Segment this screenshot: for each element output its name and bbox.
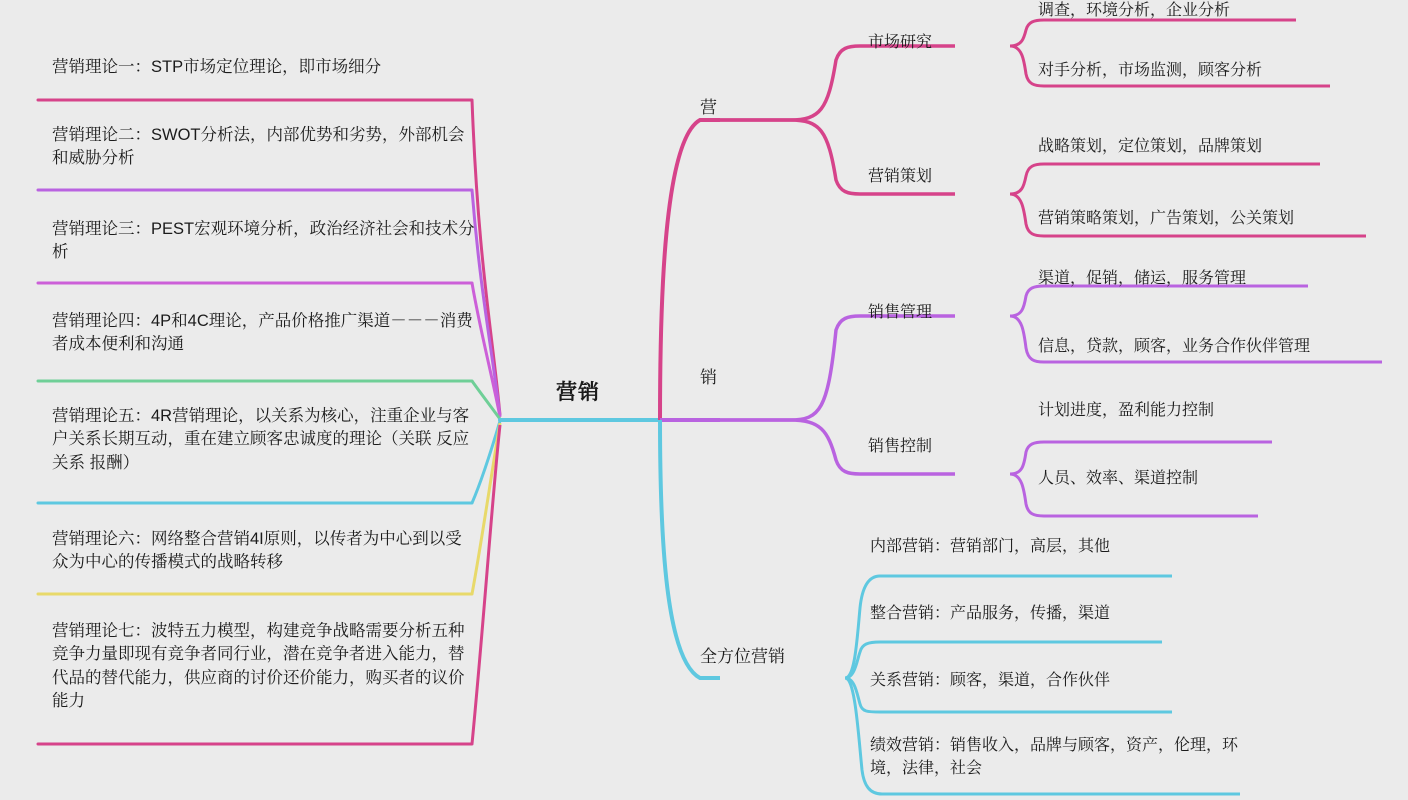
leaf-shichangyanjiu-1[interactable]: 调查，环境分析，企业分析 [1038,2,1231,19]
leaf-yingxiaocehua-2[interactable]: 营销策略策划，广告策划，公关策划 [1038,210,1295,227]
leaf-xiaoshouguanli-2[interactable]: 信息，贷款，顾客，业务合作伙伴管理 [1038,338,1311,355]
leaf-xiaoshouguanli-1[interactable]: 渠道，促销，储运，服务管理 [1038,270,1247,287]
leaf-xiaoshoukongzhi-2[interactable]: 人员、效率、渠道控制 [1038,470,1199,487]
sub-xiaoshouguanli[interactable]: 销售管理 [868,304,933,321]
left-leaf-4[interactable]: 营销理论四：4P和4C理论，产品价格推广渠道－－－消费者成本便利和沟通 [52,312,473,354]
leaf-quanfangwei-1[interactable]: 内部营销：营销部门，高层，其他 [870,538,1111,555]
leaf-quanfangwei-2[interactable]: 整合营销：产品服务，传播，渠道 [870,605,1111,622]
left-leaf-7[interactable]: 营销理论七：波特五力模型，构建竞争战略需要分析五种竞争力量即现有竞争者同行业，潜在竞争者进入能力，替代品的替代能力，供应商的讨价还价能力，购买者的议价能力 [52,622,465,711]
leaf-yingxiaocehua-1[interactable]: 战略策划，定位策划，品牌策划 [1038,138,1263,155]
sub-yingxiaocehua[interactable]: 营销策划 [868,168,933,185]
sub-shichangyanjiu[interactable]: 市场研究 [868,34,933,51]
sub-xiaoshoukongzhi[interactable]: 销售控制 [868,438,933,455]
branch-xiao[interactable]: 销 [700,368,717,387]
branch-ying[interactable]: 营 [700,98,717,117]
left-leaf-2[interactable]: 营销理论二：SWOT分析法，内部优势和劣势，外部机会和威胁分析 [52,126,465,168]
left-leaf-1[interactable]: 营销理论一：STP市场定位理论，即市场细分 [52,58,382,76]
left-leaf-5[interactable]: 营销理论五：4R营销理论，以关系为核心，注重企业与客户关系长期互动，重在建立顾客忠诚度的理论（关联 反应 关系 报酬） [52,407,474,472]
left-leaf-3[interactable]: 营销理论三：PEST宏观环境分析，政治经济社会和技术分析 [52,220,475,262]
left-leaf-6[interactable]: 营销理论六：网络整合营销4I原则，以传者为中心到以受众为中心的传播模式的战略转移 [52,530,462,572]
leaf-xiaoshoukongzhi-1[interactable]: 计划进度，盈利能力控制 [1038,402,1215,419]
leaf-shichangyanjiu-2[interactable]: 对手分析，市场监测，顾客分析 [1038,62,1263,79]
branch-quanfangwei[interactable]: 全方位营销 [700,647,785,666]
leaf-quanfangwei-4[interactable]: 绩效营销：销售收入，品牌与顾客，资产，伦理，环境，法律，社会 [870,737,1239,777]
root-node[interactable]: 营销 [556,381,600,404]
leaf-quanfangwei-3[interactable]: 关系营销：顾客，渠道，合作伙伴 [870,672,1111,689]
